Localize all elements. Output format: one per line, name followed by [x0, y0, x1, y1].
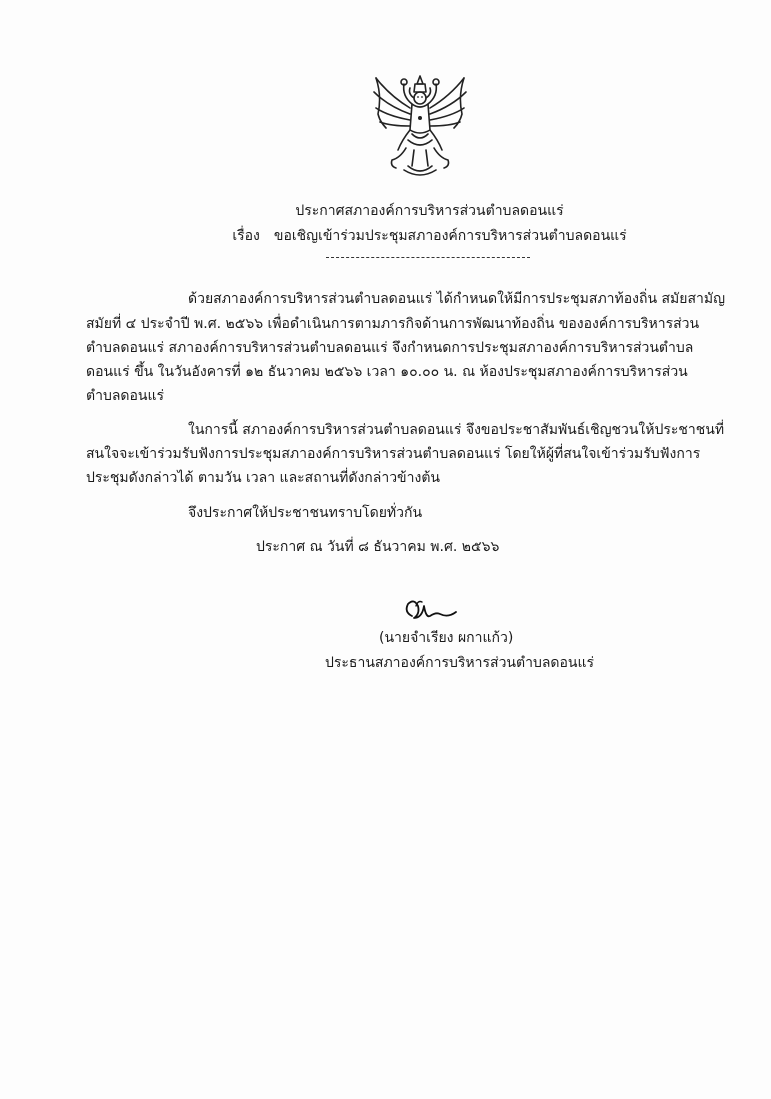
paragraph1-line: ตำบลดอนแร่ สภาองค์การบริหารส่วนตำบลดอนแร่ จึงกำหนดการประชุมสภาองค์การบริหารส่วนตำบล: [86, 340, 694, 356]
paragraph1-line: ด้วยสภาองค์การบริหารส่วนตำบลดอนแร่ ได้กำหนดให้มีการประชุมสภาท้องถิ่น สมัยสามัญ: [188, 291, 726, 307]
subject-text: ขอเชิญเข้าร่วมประชุมสภาองค์การบริหารส่วนตำบลดอนแร่: [273, 228, 627, 244]
announcement-subject: [44, 226, 771, 246]
title-divider: [326, 257, 530, 258]
subject-label: เรื่อง: [232, 228, 260, 244]
signer-name: (นายจำเรียง ผกาแก้ว): [379, 630, 514, 646]
paragraph2-line: สนใจจะเข้าร่วมรับฟังการประชุมสภาองค์การบริหารส่วนตำบลดอนแร่ โดยให้ผู้ที่สนใจเข้าร่วมรับฟังการ: [86, 446, 701, 462]
announcement-statement: จึงประกาศให้ประชาชนทราบโดยทั่วกัน: [188, 505, 423, 521]
garuda-emblem-icon: [368, 70, 472, 178]
paragraph1-line: ดอนแร่ ขึ้น ในวันอังคารที่ ๑๒ ธันวาคม ๒๕๖๖ เวลา ๑๐.๐๐ น. ณ ห้องประชุมสภาองค์การบริหารส่วน: [86, 364, 688, 380]
announcement-title: ประกาศสภาองค์การบริหารส่วนตำบลดอนแร่: [295, 203, 564, 219]
paragraph2-line: ประชุมดังกล่าวได้ ตามวัน เวลา และสถานที่ดังกล่าวข้างต้น: [86, 470, 440, 486]
paragraph1-line: ตำบลดอนแร่: [86, 388, 165, 404]
paragraph2-line: ในการนี้ สภาองค์การบริหารส่วนตำบลดอนแร่ จึงขอประชาสัมพันธ์เชิญชวนให้ประชาชนที่: [188, 422, 725, 438]
announcement-date: ประกาศ ณ วันที่ ๘ ธันวาคม พ.ศ. ๒๕๖๖: [256, 539, 500, 555]
paragraph1-line: สมัยที่ ๔ ประจำปี พ.ศ. ๒๕๖๖ เพื่อดำเนินการตามภารกิจด้านการพัฒนาท้องถิ่น ขององค์การบริหารส่วน: [86, 316, 700, 332]
signer-position: ประธานสภาองค์การบริหารส่วนตำบลดอนแร่: [325, 655, 595, 671]
handwritten-signature-icon: [400, 596, 458, 626]
